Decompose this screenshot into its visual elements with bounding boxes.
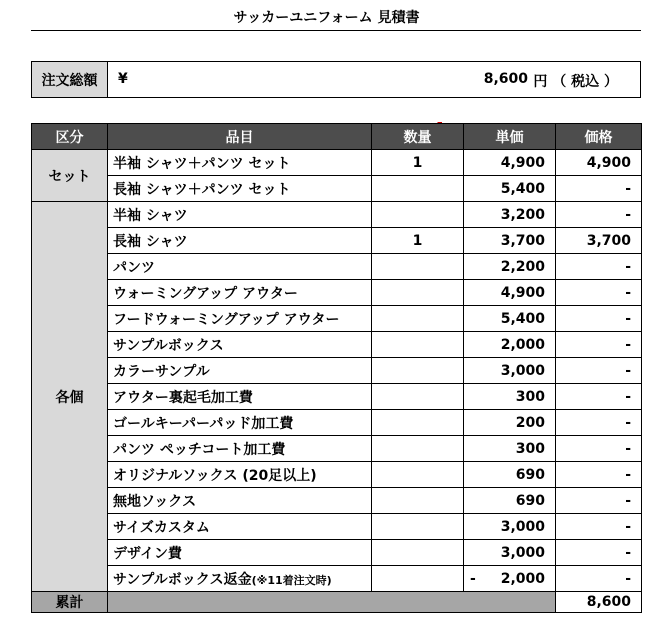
item-name: サンプルボックス bbox=[108, 332, 372, 358]
item-quantity[interactable] bbox=[372, 410, 464, 436]
item-unit-price: 5,400 bbox=[464, 306, 556, 332]
item-name: パンツ ペッチコート加工費 bbox=[108, 436, 372, 462]
document-title: サッカーユニフォーム 見積書 bbox=[233, 10, 420, 26]
item-quantity[interactable] bbox=[372, 462, 464, 488]
order-total-box bbox=[31, 61, 641, 98]
estimate-table bbox=[31, 123, 642, 613]
item-unit-price: 3,000 bbox=[464, 540, 556, 566]
item-price: - bbox=[556, 436, 642, 462]
item-name: フードウォーミングアップ アウター bbox=[108, 306, 372, 332]
item-name: サイズカスタム bbox=[108, 514, 372, 540]
item-name: 半袖 シャツ bbox=[108, 202, 372, 228]
item-name: 半袖 シャツ＋パンツ セット bbox=[108, 150, 372, 176]
table-row bbox=[32, 462, 642, 488]
order-total-unit: 円 （ 税込 ） bbox=[533, 74, 618, 90]
item-quantity[interactable] bbox=[372, 514, 464, 540]
column-header-category: 区分 bbox=[32, 124, 108, 150]
table-row bbox=[32, 254, 642, 280]
table-row bbox=[32, 488, 642, 514]
item-quantity[interactable] bbox=[372, 384, 464, 410]
item-price: - bbox=[556, 410, 642, 436]
item-price: - bbox=[556, 462, 642, 488]
item-quantity[interactable] bbox=[372, 176, 464, 202]
table-row bbox=[32, 332, 642, 358]
table-header-row bbox=[32, 124, 642, 150]
item-unit-price: 300 bbox=[464, 384, 556, 410]
cumulative-label: 累計 bbox=[32, 592, 108, 613]
item-unit-price: 3,000 bbox=[464, 358, 556, 384]
table-row bbox=[32, 306, 642, 332]
item-unit-price: 690 bbox=[464, 462, 556, 488]
item-unit-price: 2,000 bbox=[500, 570, 545, 587]
item-name-cell bbox=[108, 566, 372, 592]
table-row bbox=[32, 540, 642, 566]
item-name-note: (※11着注文時) bbox=[251, 573, 332, 587]
item-unit-price: 5,400 bbox=[464, 176, 556, 202]
item-name: デザイン費 bbox=[108, 540, 372, 566]
item-unit-price: 2,000 bbox=[464, 332, 556, 358]
item-name: 長袖 シャツ bbox=[108, 228, 372, 254]
item-price: - bbox=[556, 280, 642, 306]
item-quantity[interactable] bbox=[372, 332, 464, 358]
table-row bbox=[32, 228, 642, 254]
column-header-item: 品目 bbox=[108, 124, 372, 150]
item-price: - bbox=[556, 566, 642, 592]
cumulative-total: 8,600 bbox=[556, 592, 642, 613]
item-unit-price: 4,900 bbox=[464, 280, 556, 306]
table-row bbox=[32, 280, 642, 306]
item-quantity[interactable] bbox=[372, 358, 464, 384]
item-price: - bbox=[556, 176, 642, 202]
column-header-quantity: 数量 bbox=[372, 124, 464, 150]
item-quantity[interactable] bbox=[372, 254, 464, 280]
item-quantity[interactable]: 1 bbox=[372, 150, 464, 176]
item-unit-price: 690 bbox=[464, 488, 556, 514]
item-unit-price: 3,000 bbox=[464, 514, 556, 540]
table-row bbox=[32, 202, 642, 228]
item-price: - bbox=[556, 306, 642, 332]
item-quantity[interactable] bbox=[372, 280, 464, 306]
item-name: ウォーミングアップ アウター bbox=[108, 280, 372, 306]
table-row bbox=[32, 384, 642, 410]
negative-sign: - bbox=[470, 570, 476, 587]
item-price: - bbox=[556, 332, 642, 358]
item-price: - bbox=[556, 540, 642, 566]
item-quantity[interactable] bbox=[372, 306, 464, 332]
item-price: - bbox=[556, 202, 642, 228]
item-name: ゴールキーパーパッド加工費 bbox=[108, 410, 372, 436]
item-quantity[interactable] bbox=[372, 202, 464, 228]
column-header-unit-price: 単価 bbox=[464, 124, 556, 150]
item-price: - bbox=[556, 358, 642, 384]
item-name: パンツ bbox=[108, 254, 372, 280]
item-unit-price: 2,200 bbox=[464, 254, 556, 280]
table-row bbox=[32, 410, 642, 436]
item-name: 長袖 シャツ＋パンツ セット bbox=[108, 176, 372, 202]
item-unit-price: 300 bbox=[464, 436, 556, 462]
order-total-amount: 8,600 bbox=[483, 71, 528, 87]
item-unit-price: 3,200 bbox=[464, 202, 556, 228]
item-price: - bbox=[556, 514, 642, 540]
total-row bbox=[32, 592, 642, 613]
table-row bbox=[32, 514, 642, 540]
item-quantity[interactable] bbox=[372, 488, 464, 514]
item-price: 4,900 bbox=[556, 150, 642, 176]
item-name: アウター裏起毛加工費 bbox=[108, 384, 372, 410]
total-row-filler bbox=[108, 592, 556, 613]
item-price: - bbox=[556, 384, 642, 410]
item-quantity[interactable] bbox=[372, 566, 464, 592]
item-unit-price: 4,900 bbox=[464, 150, 556, 176]
category-cell-set: セット bbox=[32, 150, 108, 202]
item-unit-price: 3,700 bbox=[464, 228, 556, 254]
order-total-label: 注文総額 bbox=[32, 62, 108, 97]
item-quantity[interactable]: 1 bbox=[372, 228, 464, 254]
item-name: オリジナルソックス (20足以上) bbox=[108, 462, 372, 488]
table-row bbox=[32, 358, 642, 384]
item-unit-price-cell bbox=[464, 566, 556, 592]
category-cell-individual: 各個 bbox=[32, 202, 108, 592]
item-quantity[interactable] bbox=[372, 540, 464, 566]
currency-symbol: ¥ bbox=[118, 71, 128, 87]
table-row bbox=[32, 176, 642, 202]
item-price: - bbox=[556, 254, 642, 280]
item-name: 無地ソックス bbox=[108, 488, 372, 514]
column-header-price: 価格 bbox=[556, 124, 642, 150]
item-unit-price: 200 bbox=[464, 410, 556, 436]
item-price: 3,700 bbox=[556, 228, 642, 254]
item-quantity[interactable] bbox=[372, 436, 464, 462]
item-name: カラーサンプル bbox=[108, 358, 372, 384]
item-price: - bbox=[556, 488, 642, 514]
item-name: サンプルボックス返金 bbox=[113, 571, 252, 588]
table-row bbox=[32, 436, 642, 462]
title-divider bbox=[31, 30, 641, 31]
table-row bbox=[32, 150, 642, 176]
table-row bbox=[32, 566, 642, 592]
